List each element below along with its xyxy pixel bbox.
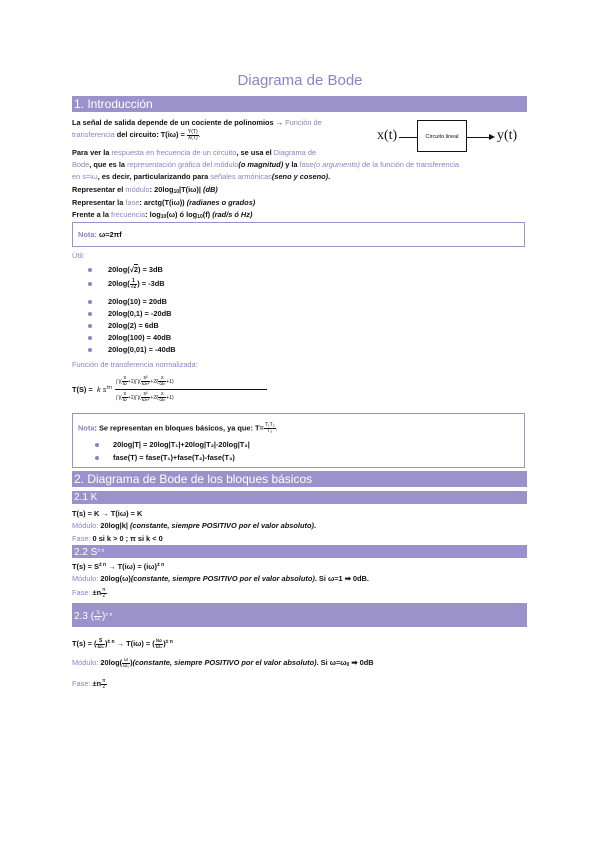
subsection-2-2-heading: 2.2 $S^{\pm n}$	[72, 545, 527, 558]
useful-item: 20log( $\frac{1}{√2}$ ) = -3dB	[90, 279, 165, 290]
useful-label: Útil:	[72, 251, 85, 260]
normalized-s-phase-line: Fase: ±n $\frac{\pi}{2}$	[72, 677, 106, 690]
intro-paragraph-2: Para ver la respuesta en frecuencia de un circuito, se usa el Diagrama de	[72, 148, 317, 157]
s-power-transfer-line: $T(s) = S^{\pm n} \to T(i\omega) = (i\omega)^{\pm n}$	[72, 562, 165, 571]
normalized-tf-formula: T(S) = k $s^{\pm n}$ ∏( $\frac{s}{\omega}$ +1)∏( $\frac{\text{s²}}{\text{ωₙ²}}$ +2ξ $\frac{s}{\text{ωₙ}}$ +1) ∏( $\frac{s}{\omega}$ +1)∏( $\frac{\text{s²}}{\text{ωₙ²}}$ +2ξ $\frac{s}{\text{ωₙ}}$ +1)	[72, 373, 272, 413]
normalized-s-module-line: Módulo: 20log( $\frac{\omega}{\text{ω₀}}$ )(constante, siempre POSITIVO por el valor absoluto). Si $\omega=\omega_0$ ➡ 0dB	[72, 656, 374, 669]
useful-item: 20log(100) = 40dB	[90, 333, 171, 342]
output-arrow-line	[467, 137, 491, 138]
output-arrow-head	[489, 134, 495, 140]
page-title: Diagrama de Bode	[237, 72, 363, 89]
k-transfer-line: T(s) = K → T(iω) = K	[72, 509, 143, 518]
section-1-heading: 1. Introducción	[72, 96, 527, 112]
linear-circuit-box: Circuito lineal	[417, 120, 467, 152]
s-power-phase-line: Fase: ±n $\frac{\pi}{2}$	[72, 586, 106, 599]
k-module-line: Módulo: 20log|k| (constante, siempre POSITIVO por el valor absoluto).	[72, 521, 316, 530]
note-box-basic-blocks: Nota: Se representan en bloques básicos, ya que: T= $\frac{\text{T₁T₂}}{\text{T₃}}$ . 20log|T| = 20log|T₁|+20log|T₂|-20log|T₃| fase(T) = fase(T₁)+fase(T₂)-fase(T₃)	[72, 413, 525, 468]
input-arrow-line	[399, 137, 417, 138]
k-phase-line: Fase: 0 si k > 0 ; π si k < 0	[72, 534, 163, 543]
note-item: fase(T) = fase(T₁)+fase(T₂)-fase(T₃)	[97, 453, 235, 462]
section-2-heading: 2. Diagrama de Bode de los bloques básicos	[72, 471, 527, 487]
useful-item: 20log(10) = 20dB	[90, 297, 167, 306]
note-box-omega: Nota: ω=2πf	[72, 222, 525, 247]
useful-item: 20log(0,1) = -20dB	[90, 309, 171, 318]
represent-module-line: Representar el módulo: $20\log_{10}|T(i\omega)|$ (dB)	[72, 185, 218, 195]
intro-paragraph-1: La señal de salida depende de un cociente de polinomios → Función de	[72, 118, 322, 127]
intro-paragraph-4: en s=iω, es decir, particularizando para señales armónicas(seno y coseno).	[72, 172, 331, 181]
intro-paragraph-1b: transferencia del circuito: T(iω) = $\frac{Y(T)}{X(T)}$ .	[72, 128, 201, 141]
normalized-s-transfer-line: T(s) = ( $\frac{S}{\text{ω₀}}$ )$^{\pm n}$ → T(iω) = ( $\frac{i\omega}{\text{ω₀}}$ )$^{\pm n}$	[72, 637, 173, 650]
useful-item: 20log(2) = 6dB	[90, 321, 159, 330]
input-signal-label: x(t)	[377, 128, 398, 143]
subsection-2-3-heading: 2.3 ( $\frac{S}{\text{ω₀}}$ )$^{\pm n}$	[72, 603, 527, 627]
intro-paragraph-3: Bode, que es la representación gráfica del módulo(o magnitud) y la fase(o argumento) de la función de transferencia	[72, 160, 460, 169]
useful-item: 20log(0,01) = -40dB	[90, 345, 176, 354]
output-signal-label: y(t)	[497, 128, 518, 143]
useful-item: 20log(√2) = 3dB	[90, 265, 163, 274]
note-item: 20log|T| = 20log|T₁|+20log|T₂|-20log|T₃|	[97, 440, 250, 449]
versus-frequency-line: Frente a la frecuencia: $\log_{10}(\omega)$ ó $\log_{10}(f)$ (rad/s ó Hz)	[72, 210, 253, 220]
s-power-module-line: Módulo: 20log(ω)(constante, siempre POSITIVO por el valor absoluto). Si ω=1 ➡ 0dB.	[72, 574, 369, 583]
represent-phase-line: Representar la fase: arctg(T(iω)) (radianes o grados)	[72, 198, 256, 207]
subsection-2-1-heading: 2.1 K	[72, 491, 527, 504]
normalized-tf-label: Función de transferencia normalizada:	[72, 360, 198, 369]
